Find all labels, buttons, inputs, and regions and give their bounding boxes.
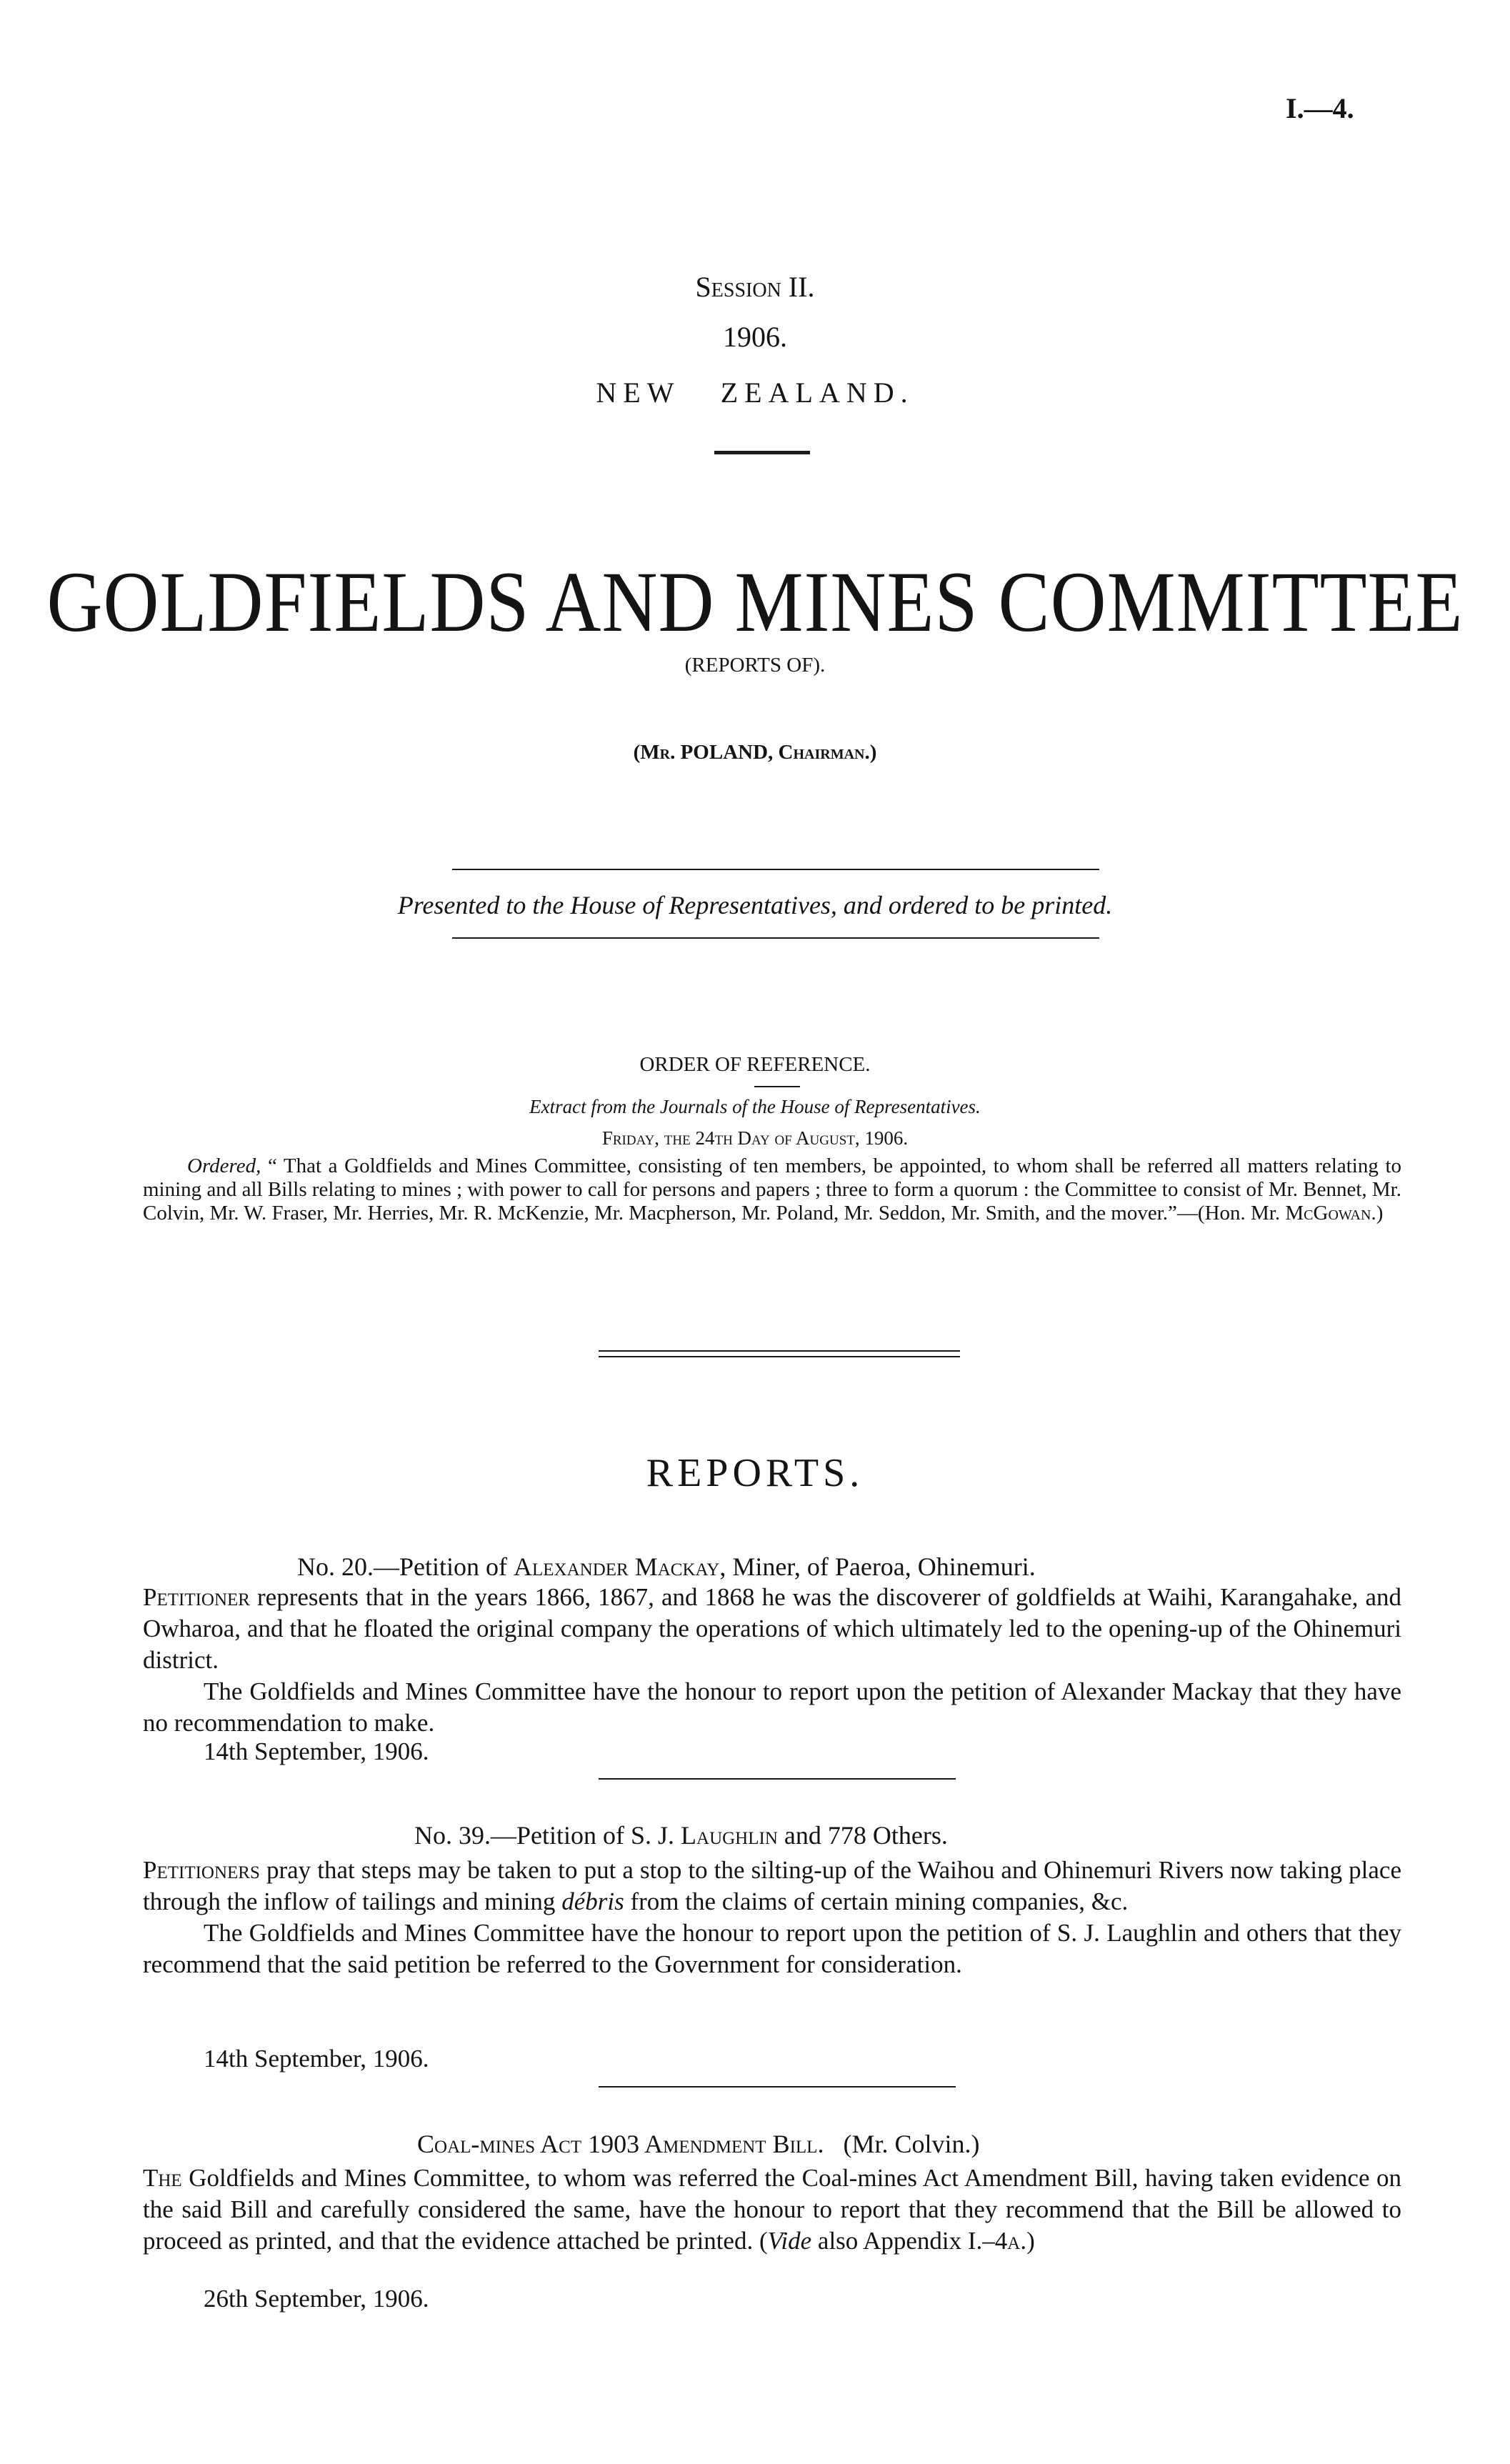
report-20-lead: Petitioner bbox=[143, 1583, 250, 1611]
report-39-date: 14th September, 1906. bbox=[204, 2045, 429, 2073]
presented-bottom-rule bbox=[452, 937, 1099, 939]
report-20-divider bbox=[599, 1778, 956, 1780]
report-39-lead: Petitioners bbox=[143, 1856, 260, 1884]
session-label: Session II. bbox=[695, 271, 815, 303]
report-20-text: represents that in the years 1866, 1867, and 1868 he was the discoverer of goldfields at Waihi, Karangahake, and Owharoa, and that he floated the original company the operations of which ultimately led to the opening-up of the Ohinemuri district. bbox=[143, 1583, 1401, 1674]
ordered-label: Ordered, bbox=[187, 1154, 261, 1177]
bill-text-a: Goldfields and Mines Committee, to whom was referred the Coal-mines Act Amendment Bill, having taken evidence on the said Bill and carefully considered the same, have the honour to report that they recommend that the Bill be allowed to proceed as printed, and that the evidence attached be printed. ( bbox=[143, 2164, 1401, 2255]
country-label: NEW ZEALAND. bbox=[596, 376, 914, 409]
page-reference: I.—4. bbox=[1286, 92, 1354, 124]
report-20-number: No. 20.—Petition of bbox=[297, 1552, 514, 1581]
reports-heading: REPORTS. bbox=[646, 1451, 864, 1495]
section-double-rule-top bbox=[599, 1350, 960, 1352]
bill-appendix-suffix: a bbox=[1007, 2227, 1021, 2255]
report-39-finding: The Goldfields and Mines Committee have the honour to report upon the petition of S. J. Laughlin and others that they recommend that the said petition be referred to the Government for consideration. bbox=[143, 1919, 1401, 1978]
report-20-heading-rest: , Miner, of Paeroa, Ohinemuri. bbox=[719, 1552, 1036, 1581]
report-20-heading bbox=[297, 1552, 1036, 1582]
report-20-petitioner: Alexander Mackay bbox=[514, 1552, 720, 1581]
bill-title: Coal-mines Act 1903 Amendment Bill. bbox=[417, 2130, 824, 2158]
bill-mover: (Mr. Colvin.) bbox=[843, 2130, 980, 2158]
presented-top-rule bbox=[452, 869, 1099, 870]
report-39-text-b: from the claims of certain mining companies, &c. bbox=[624, 1887, 1129, 1915]
chairman-suffix: , Chairman.) bbox=[768, 741, 877, 764]
document-subtitle: (REPORTS OF). bbox=[684, 654, 826, 677]
chairman-prefix: (Mr. bbox=[633, 741, 681, 764]
report-39-heading bbox=[414, 1820, 948, 1850]
presented-statement: Presented to the House of Representatives, and ordered to be printed. bbox=[397, 891, 1113, 919]
chairman-name: POLAND bbox=[680, 741, 769, 764]
bill-date: 26th September, 1906. bbox=[204, 2285, 429, 2313]
order-date: Friday, the 24th Day of August, 1906. bbox=[601, 1127, 909, 1149]
bill-lead: The bbox=[143, 2164, 182, 2192]
report-39-divider bbox=[599, 2086, 956, 2088]
document-title: GOLDFIELDS AND MINES COMMITTEE bbox=[46, 554, 1464, 651]
report-39-heading-rest: and 778 Others. bbox=[777, 1821, 948, 1850]
bill-text-b: also Appendix I.–4 bbox=[811, 2227, 1008, 2255]
order-text-end: .) bbox=[1371, 1202, 1384, 1224]
report-39-text-a: pray that steps may be taken to put a stop to the silting-up of the Waihou and Ohinemuri Rivers now taking place through the inflow of tailings and mining bbox=[143, 1856, 1401, 1915]
order-divider bbox=[754, 1086, 800, 1087]
bill-heading bbox=[417, 2129, 979, 2159]
report-39-number: No. 39.—Petition of S. J. bbox=[414, 1821, 681, 1850]
report-20-finding: The Goldfields and Mines Committee have the honour to report upon the petition of Alexander Mackay that they have no recommendation to make. bbox=[143, 1677, 1401, 1737]
bill-vide: Vide bbox=[767, 2227, 812, 2255]
order-body: “ That a Goldfields and Mines Committee, consisting of ten members, be appointed, to whom shall be referred all matters relating to mining and all Bills relating to mines ; with power to call for persons and papers ; three to form a quorum : the Committee to consist of Mr. Bennet, Mr. Colvin, Mr. W. Fraser, Mr. Herries, Mr. R. McKenzie, Mr. Macpherson, Mr. Poland, Mr. Seddon, Mr. Smith, and the mover.”—(Hon. Mr. bbox=[143, 1154, 1402, 1224]
report-20-body bbox=[143, 1582, 1401, 1739]
chairman-line bbox=[0, 741, 1510, 764]
bill-text-c: .) bbox=[1020, 2227, 1035, 2255]
order-text bbox=[143, 1154, 1401, 1225]
report-39-body bbox=[143, 1855, 1401, 1980]
order-extract: Extract from the Journals of the House of Representatives. bbox=[529, 1096, 981, 1117]
header-divider bbox=[714, 451, 810, 454]
report-39-debris: débris bbox=[561, 1887, 624, 1915]
order-heading: ORDER OF REFERENCE. bbox=[639, 1053, 871, 1076]
section-double-rule-bottom bbox=[599, 1356, 960, 1357]
year-label: 1906. bbox=[723, 321, 787, 353]
report-39-petitioner: Laughlin bbox=[681, 1821, 778, 1850]
bill-body bbox=[143, 2163, 1401, 2257]
report-20-date: 14th September, 1906. bbox=[204, 1737, 429, 1765]
order-mover: McGowan bbox=[1285, 1202, 1371, 1224]
